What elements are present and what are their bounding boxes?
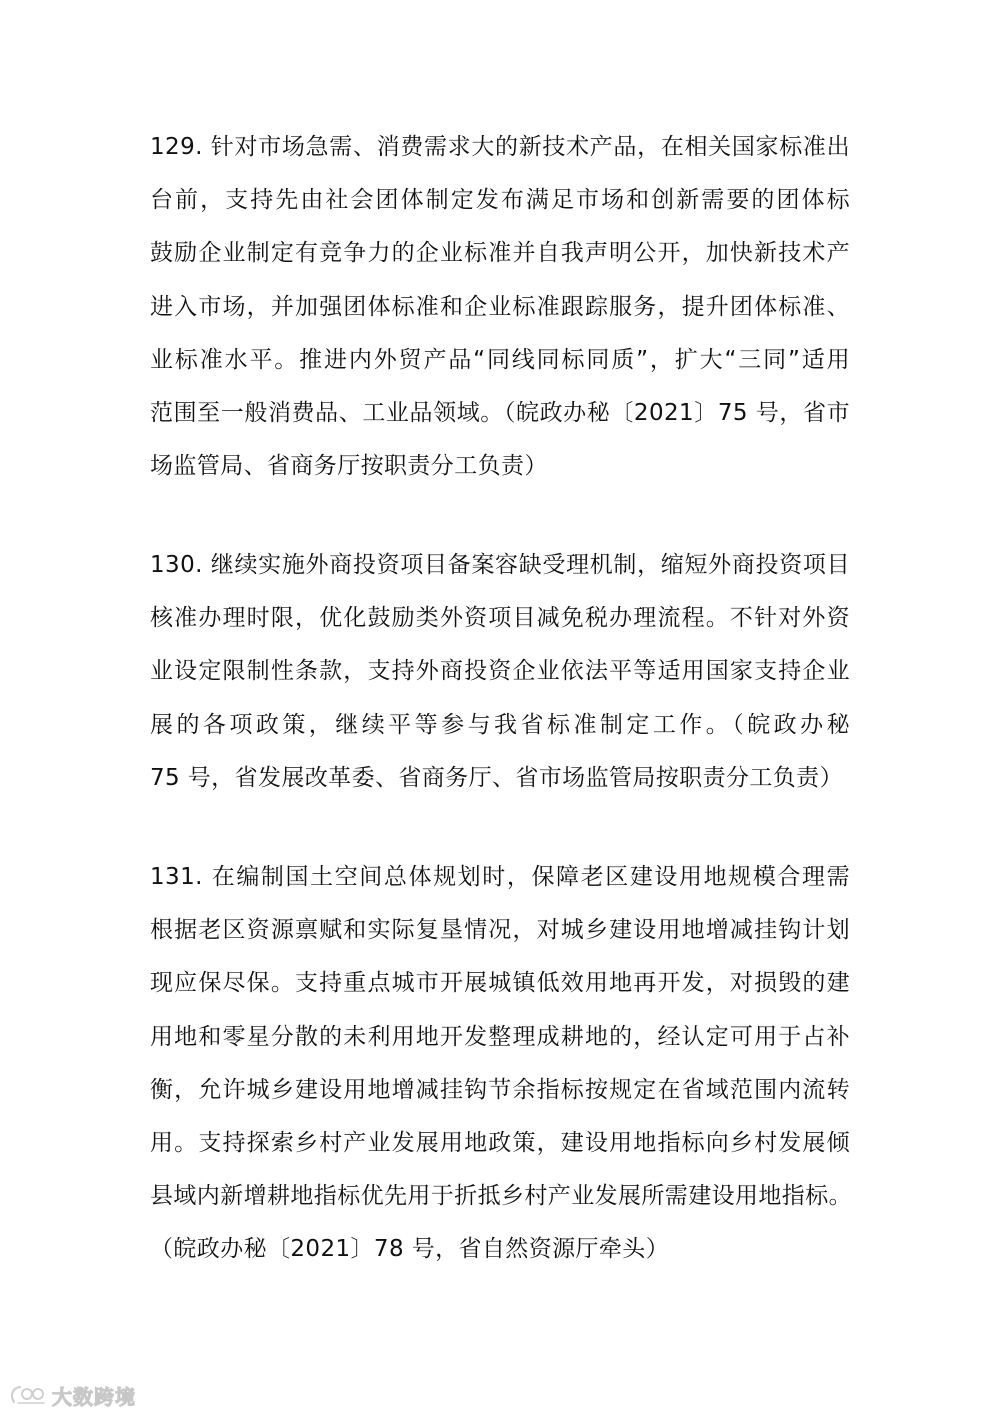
paragraph-line: 业设定限制性条款，支持外商投资企业依法平等适用国家支持企业: [150, 658, 850, 685]
paragraph-line: 129. 针对市场急需、消费需求大的新技术产品，在相关国家标准出: [150, 134, 850, 160]
paragraph-line: 75 号，省发展改革委、省商务厅、省市场监管局按职责分工负责）: [150, 764, 843, 791]
paragraph-line: 130. 继续实施外商投资项目备案容缺受理机制，缩短外商投资项目: [150, 552, 850, 578]
paragraph-line: 展的各项政策，继续平等参与我省标准制定工作。（皖政办秘: [150, 711, 850, 738]
watermark-logo-icon: [8, 1382, 50, 1408]
paragraph-131: [150, 851, 850, 1277]
paragraph-129: [150, 121, 850, 493]
paragraph-line: 衡，允许城乡建设用地增减挂钩节余指标按规定在省域范围内流转: [150, 1076, 850, 1103]
paragraph-line: 用。支持探索乡村产业发展用地政策，建设用地指标向乡村发展倾: [150, 1129, 850, 1156]
watermark-text: 大数跨境: [52, 1384, 136, 1409]
paragraph-line: 场监管局、省商务厅按职责分工负责）: [150, 453, 548, 480]
paragraph-line: 131. 在编制国土空间总体规划时，保障老区建设用地规模合理需: [150, 864, 850, 890]
paragraph-line: 核准办理时限，优化鼓励类外资项目减免税办理流程。不针对外资: [150, 605, 850, 632]
paragraph-line: 台前，支持先由社会团体制定发布满足市场和创新需要的团体标: [150, 187, 850, 214]
paragraph-line: 进入市场，并加强团体标准和企业标准跟踪服务，提升团体标准、: [150, 293, 850, 320]
paragraph-line: 县域内新增耕地指标优先用于折抵乡村产业发展所需建设用地指标。: [150, 1183, 852, 1210]
paragraph-line: 鼓励企业制定有竞争力的企业标准并自我声明公开，加快新技术产: [150, 240, 850, 267]
paragraph-line: 用地和零星分散的未利用地开发整理成耕地的，经认定可用于占补: [150, 1023, 850, 1050]
paragraph-line: 业标准水平。推进内外贸产品“同线同标同质”，扩大“三同”适用: [150, 346, 850, 373]
paragraph-line: 根据老区资源禀赋和实际复垦情况，对城乡建设用地增减挂钩计划: [150, 917, 850, 944]
paragraph-line: 范围至一般消费品、工业品领域。（皖政办秘〔2021〕75 号，省市: [150, 399, 850, 426]
paragraph-line: 现应保尽保。支持重点城市开展城镇低效用地再开发，对损毁的建: [150, 970, 850, 997]
watermark: [8, 1380, 136, 1410]
paragraph-130: [150, 539, 850, 805]
paragraph-line: （皖政办秘〔2021〕78 号，省自然资源厅牵头）: [150, 1236, 670, 1263]
